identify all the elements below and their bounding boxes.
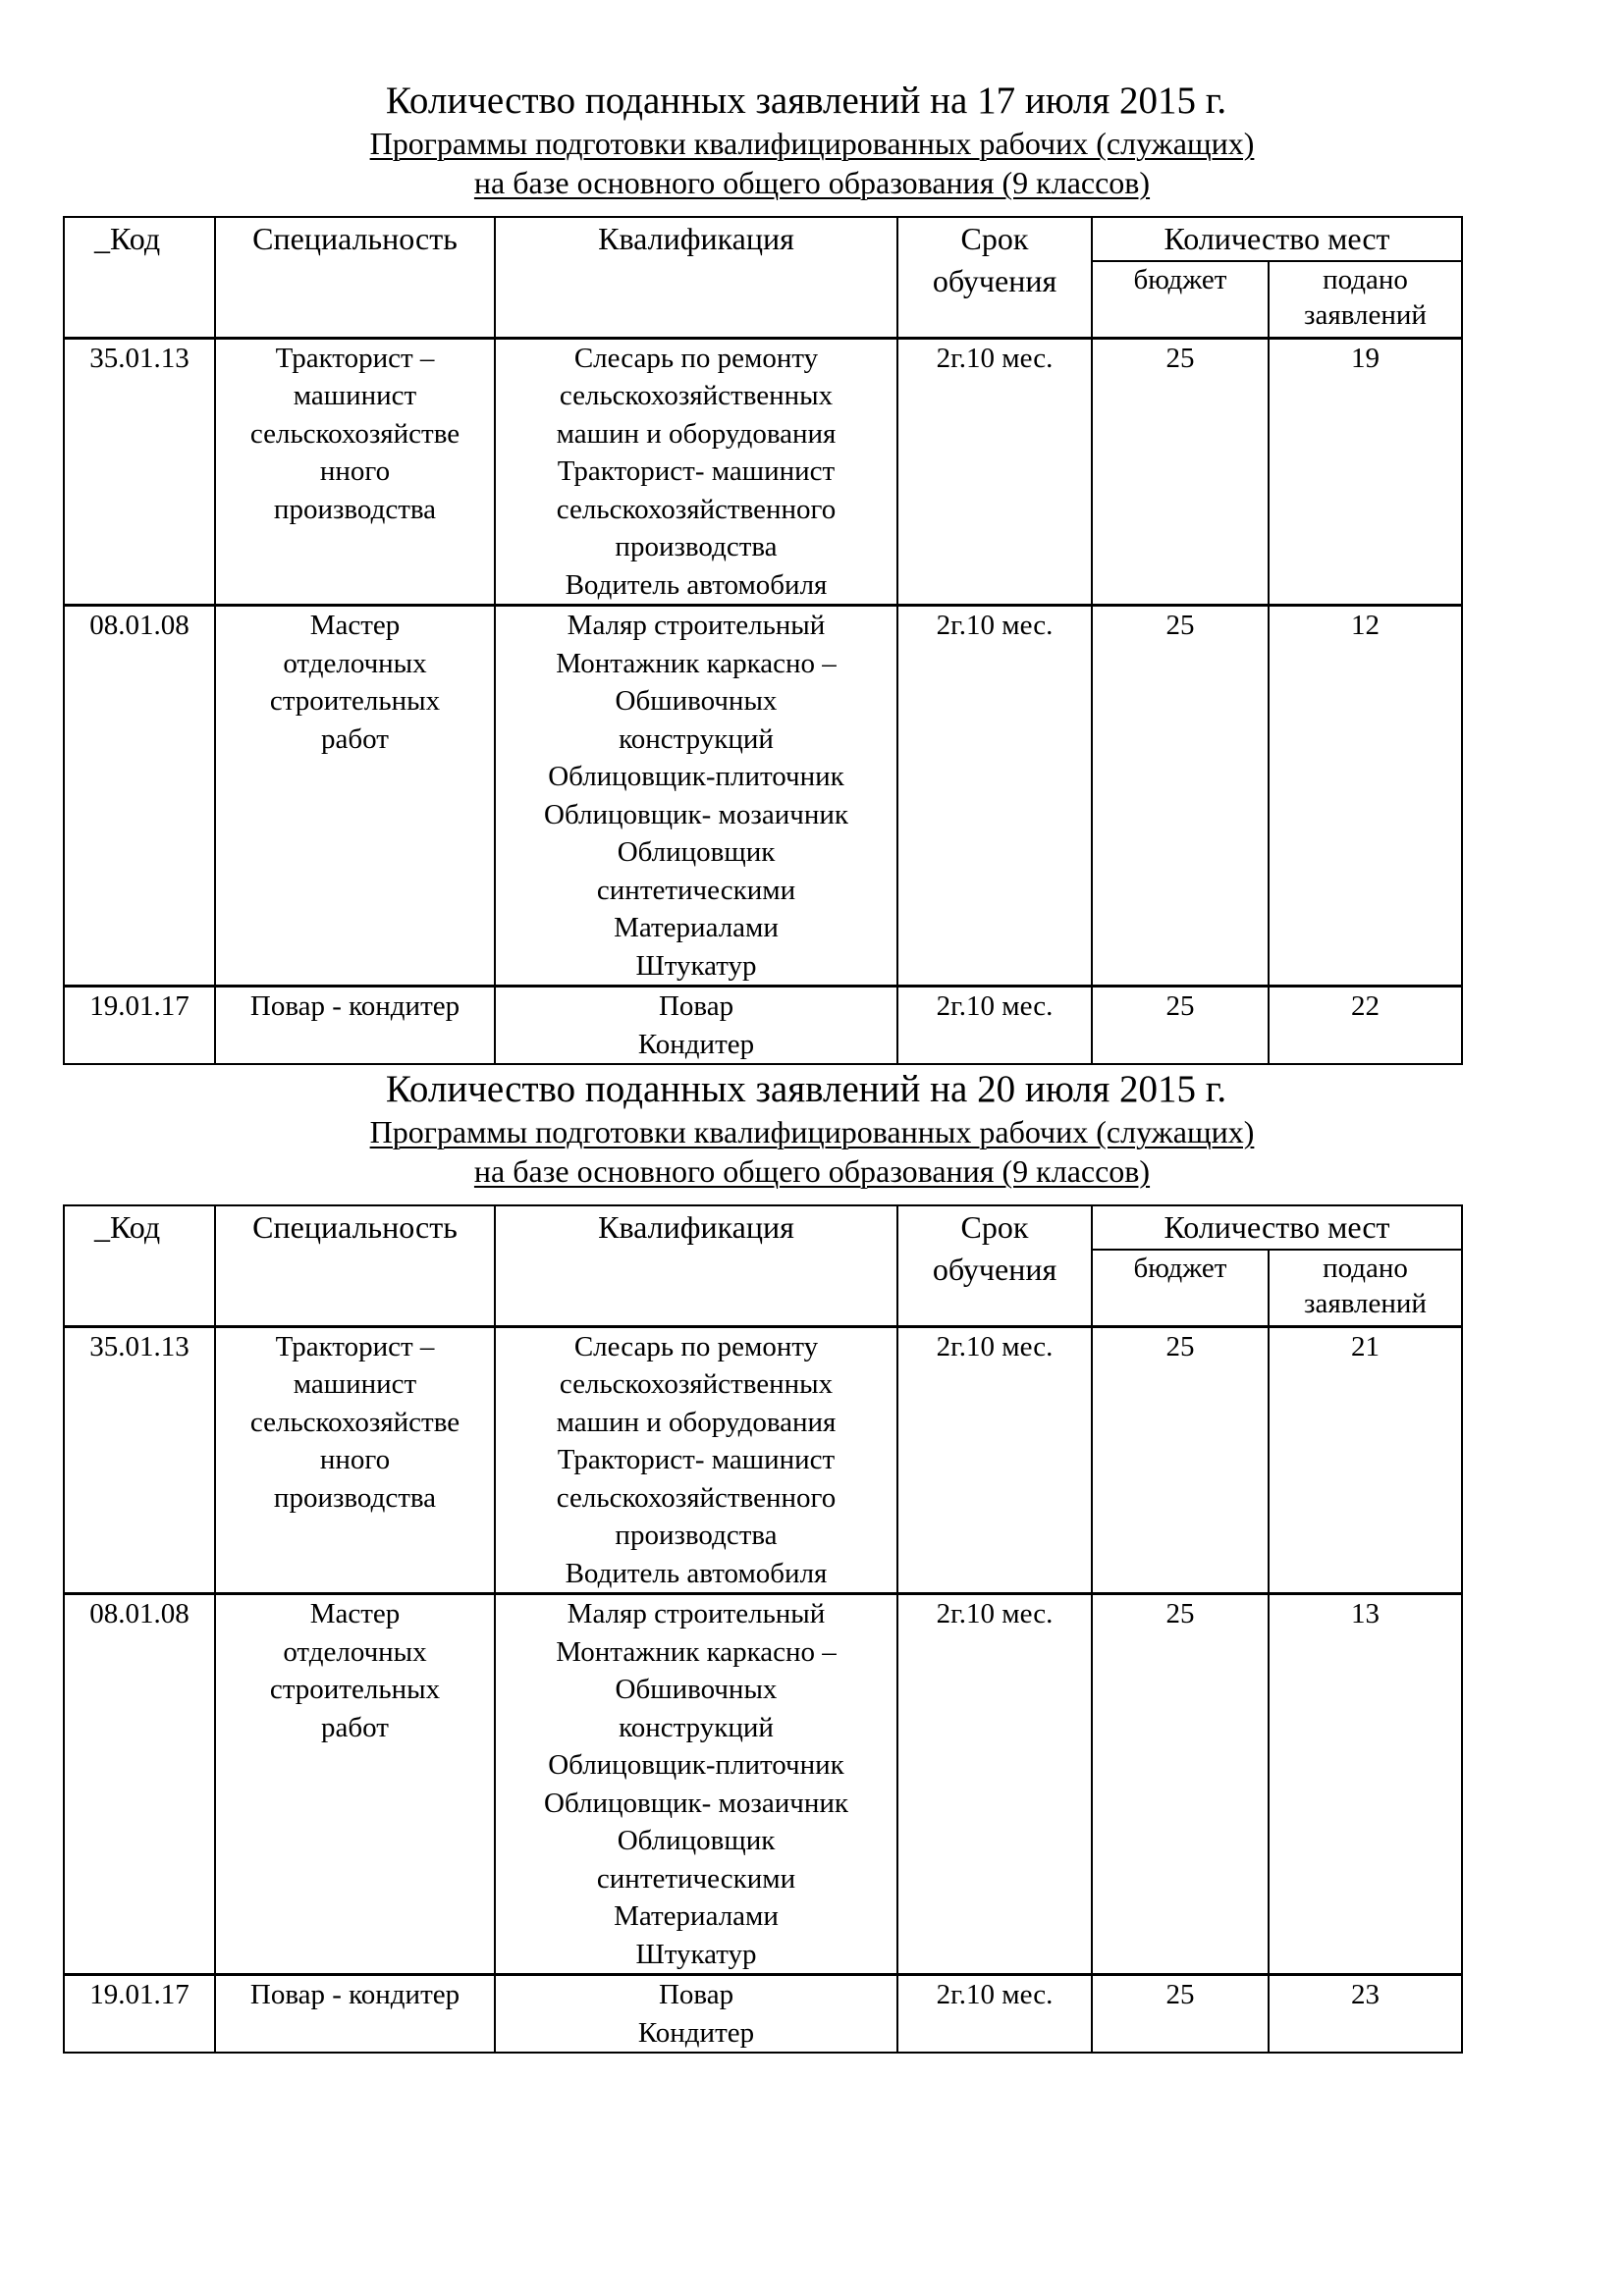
section-title: Количество поданных заявлений на 17 июля 2015 г. <box>385 80 1227 122</box>
cell-qualification: Слесарь по ремонту сельскохозяйственных машин и оборудования Тракторист- машинист сельскохозяйственного производства Водитель автомобиля <box>495 1326 897 1594</box>
header-term: Срок обучения <box>897 217 1092 338</box>
header-code: _Код <box>64 1205 215 1326</box>
cell-code: 35.01.13 <box>64 1326 215 1594</box>
cell-budget: 25 <box>1092 338 1269 606</box>
cell-term: 2г.10 мес. <box>897 1326 1092 1594</box>
cell-submitted: 23 <box>1269 1975 1462 2054</box>
report-section-july-20 <box>0 1067 1624 2049</box>
header-specialty: Специальность <box>215 217 495 338</box>
header-code: _Код <box>64 217 215 338</box>
cell-specialty: Мастер отделочных строительных работ <box>215 606 495 987</box>
cell-qualification: Слесарь по ремонту сельскохозяйственных машин и оборудования Тракторист- машинист сельскохозяйственного производства Водитель автомобиля <box>495 338 897 606</box>
cell-term: 2г.10 мес. <box>897 606 1092 987</box>
cell-term: 2г.10 мес. <box>897 1594 1092 1975</box>
cell-code: 19.01.17 <box>64 987 215 1065</box>
report-section-july-17 <box>0 79 1624 1060</box>
cell-qualification: Маляр строительный Монтажник каркасно – Обшивочных конструкций Облицовщик-плиточник Облицовщик- мозаичник Облицовщик синтетическими Материалами Штукатур <box>495 1594 897 1975</box>
table-row <box>64 338 1462 606</box>
section-subtitle-line1: Программы подготовки квалифицированных рабочих (служащих) <box>369 1114 1255 1149</box>
cell-budget: 25 <box>1092 1326 1269 1594</box>
cell-code: 08.01.08 <box>64 606 215 987</box>
header-budget: бюджет <box>1092 1250 1269 1326</box>
cell-specialty: Тракторист – машинист сельскохозяйстве нного производства <box>215 338 495 606</box>
section-subtitle-line2: на базе основного общего образования (9 классов) <box>473 1153 1151 1189</box>
cell-submitted: 22 <box>1269 987 1462 1065</box>
cell-budget: 25 <box>1092 1594 1269 1975</box>
header-qualification: Квалификация <box>495 217 897 338</box>
cell-code: 19.01.17 <box>64 1975 215 2054</box>
cell-qualification: Маляр строительный Монтажник каркасно – Обшивочных конструкций Облицовщик-плиточник Облицовщик- мозаичник Облицовщик синтетическими Материалами Штукатур <box>495 606 897 987</box>
header-places: Количество мест <box>1092 217 1462 261</box>
cell-budget: 25 <box>1092 987 1269 1065</box>
cell-specialty: Повар - кондитер <box>215 987 495 1065</box>
cell-budget: 25 <box>1092 1975 1269 2054</box>
table-row <box>64 987 1462 1065</box>
cell-term: 2г.10 мес. <box>897 987 1092 1065</box>
cell-specialty: Тракторист – машинист сельскохозяйстве нного производства <box>215 1326 495 1594</box>
table-row <box>64 1594 1462 1975</box>
header-specialty: Специальность <box>215 1205 495 1326</box>
table-row <box>64 1326 1462 1594</box>
cell-submitted: 13 <box>1269 1594 1462 1975</box>
cell-code: 35.01.13 <box>64 338 215 606</box>
section-subtitle-line2: на базе основного общего образования (9 классов) <box>473 165 1151 200</box>
cell-code: 08.01.08 <box>64 1594 215 1975</box>
cell-qualification: Повар Кондитер <box>495 987 897 1065</box>
header-places: Количество мест <box>1092 1205 1462 1250</box>
header-budget: бюджет <box>1092 261 1269 338</box>
cell-specialty: Повар - кондитер <box>215 1975 495 2054</box>
cell-submitted: 12 <box>1269 606 1462 987</box>
cell-qualification: Повар Кондитер <box>495 1975 897 2054</box>
cell-term: 2г.10 мес. <box>897 338 1092 606</box>
cell-term: 2г.10 мес. <box>897 1975 1092 2054</box>
header-term: Срок обучения <box>897 1205 1092 1326</box>
header-submitted: подано заявлений <box>1269 261 1462 338</box>
cell-budget: 25 <box>1092 606 1269 987</box>
cell-specialty: Мастер отделочных строительных работ <box>215 1594 495 1975</box>
applications-table <box>63 216 1463 1065</box>
section-title: Количество поданных заявлений на 20 июля 2015 г. <box>385 1068 1227 1110</box>
table-row <box>64 606 1462 987</box>
header-submitted: подано заявлений <box>1269 1250 1462 1326</box>
section-subtitle-line1: Программы подготовки квалифицированных рабочих (служащих) <box>369 126 1255 161</box>
table-row <box>64 1975 1462 2054</box>
cell-submitted: 19 <box>1269 338 1462 606</box>
header-qualification: Квалификация <box>495 1205 897 1326</box>
applications-table <box>63 1204 1463 2054</box>
cell-submitted: 21 <box>1269 1326 1462 1594</box>
